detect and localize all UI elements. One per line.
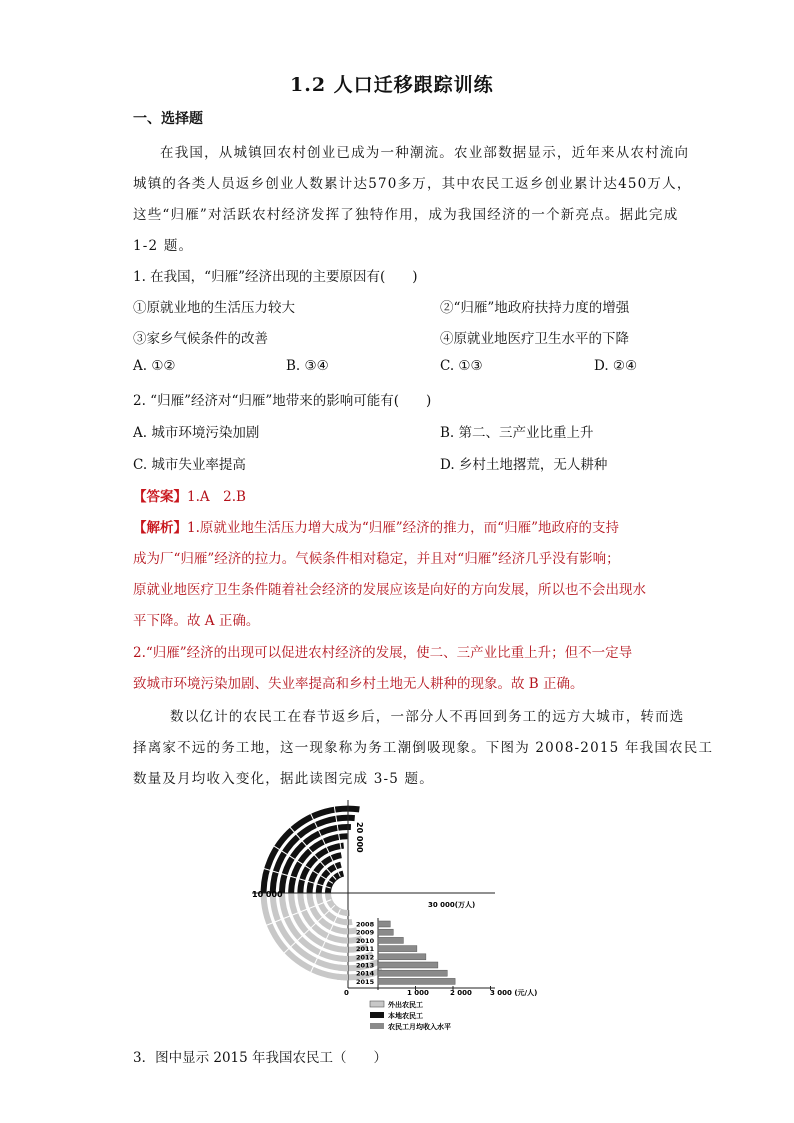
year-label: 2015 [356, 977, 375, 986]
year-label: 2009 [356, 928, 375, 937]
outgoing-worker-arc [328, 893, 350, 913]
year-label: 2008 [356, 920, 375, 929]
arc-separator [262, 868, 331, 888]
local-worker-arc [300, 846, 343, 893]
outgoing-worker-arc [273, 893, 378, 968]
option-c: C. 城市失业率提高 [133, 457, 246, 473]
local-worker-arc [273, 818, 355, 893]
answer-text: 1.A 2.B [187, 489, 246, 505]
axis-label-zero: 0 [344, 989, 349, 997]
year-label: 2011 [356, 945, 375, 954]
tick-label: 3 000 (元/人) [490, 989, 538, 997]
income-bar [378, 921, 390, 927]
year-label: 2012 [356, 953, 375, 962]
analysis-line: 原就业地医疗卫生条件随着社会经济的发展应该是向好的方向发展，所以也不会出现水 [133, 582, 646, 598]
passage-line: 1-2 题。 [133, 238, 194, 254]
outgoing-worker-arc-lower [337, 977, 348, 978]
local-worker-arc [264, 809, 360, 893]
option-c: C. ①③ [440, 358, 483, 374]
analysis-tag: 【解析】 [133, 520, 187, 536]
option-d: D. 乡村土地撂荒，无人耕种 [440, 457, 608, 473]
legend-swatch-outgoing [370, 1001, 384, 1007]
income-bar [378, 946, 417, 952]
income-bar [378, 954, 426, 960]
passage-line: 城镇的各类人员返乡创业人数累计达570多万，其中农民工返乡创业累计达450万人， [133, 176, 692, 192]
page-title: 1.2 人口迁移跟踪训练 [290, 74, 494, 96]
local-worker-arc [282, 827, 351, 893]
arc-separator [282, 905, 334, 954]
income-bar [378, 929, 393, 935]
question-stem: 2. “归雁”经济对“归雁”地带来的影响可能有( ) [133, 393, 432, 409]
option-a: A. 城市环境污染加剧 [133, 425, 260, 441]
choice-item: ③家乡气候条件的改善 [133, 331, 268, 347]
arc-separator [272, 845, 333, 884]
legend-swatch-local [370, 1012, 384, 1018]
axis-label-right: 30 000(万人) [428, 901, 476, 909]
legend-label: 本地农民工 [388, 1012, 423, 1020]
local-worker-arc [328, 874, 343, 893]
year-label: 2013 [356, 961, 375, 970]
arc-separator [310, 909, 341, 974]
analysis-line: 成为厂“归雁”经济的拉力。气候条件相对稳定，并且对“归雁”经济几乎没有影响； [133, 551, 620, 567]
passage-line: 择离家不远的务工地，这一现象称为务工潮倒吸现象。下图为 2008-2015 年我国农民工 [133, 740, 714, 756]
passage-line: 在我国，从城镇回农村创业已成为一种潮流。农业部数据显示，近年来从农村流向 [160, 145, 690, 161]
outgoing-worker-arc-lower [339, 968, 348, 969]
answer-tag: 【答案】 [133, 489, 187, 505]
arc-separator [288, 825, 336, 879]
legend-label: 外出农民工 [388, 1001, 423, 1009]
arc-separator [342, 911, 347, 983]
outgoing-worker-arc [300, 893, 362, 941]
question-3-stem: 3．图中显示 2015 年我国农民工（ ） [133, 1050, 388, 1066]
analysis-text: 1.原就业地生活压力增大成为“归雁”经济的推力，而“归雁”地政府的支持 [187, 520, 619, 536]
local-worker-arc [310, 855, 342, 893]
outgoing-worker-arc [264, 893, 383, 977]
year-label: 2014 [356, 969, 375, 978]
outgoing-worker-arc [291, 893, 368, 950]
outgoing-worker-arc-lower [340, 958, 348, 959]
income-bar [378, 970, 447, 976]
arc-separator [264, 900, 331, 927]
question-stem: 1. 在我国，“归雁”经济出现的主要原因有( ) [133, 269, 418, 285]
tick-label: 2 000 [450, 989, 472, 997]
choice-item: ①原就业地的生活压力较大 [133, 300, 295, 316]
outgoing-worker-arc [282, 893, 375, 962]
section-heading: 一、选择题 [133, 111, 203, 127]
answer-line [133, 485, 246, 505]
analysis-line: 2.“归雁”经济的出现可以促进农村经济的发展，使二、三产业比重上升；但不一定导 [133, 645, 633, 661]
local-worker-arc [291, 836, 347, 893]
option-d: D. ②④ [594, 358, 638, 374]
arc-separator [310, 812, 341, 877]
legend-swatch-income [370, 1023, 384, 1029]
analysis-line: 平下降。故 A 正确。 [133, 613, 260, 629]
axis-label-top: 20 000 [355, 822, 364, 853]
income-bar [378, 937, 403, 943]
option-b: B. 第二、三产业比重上升 [440, 425, 594, 441]
year-label: 2010 [356, 936, 375, 945]
arc-separator [334, 804, 345, 875]
outgoing-worker-arc [310, 893, 357, 931]
choice-item: ④原就业地医疗卫生水平的下降 [440, 331, 629, 347]
axis-label-left: 10 000 [252, 890, 283, 899]
income-bar [378, 978, 455, 984]
tick-label: 1 000 [407, 989, 429, 997]
local-worker-arc [319, 865, 341, 893]
option-b: B. ③④ [286, 358, 329, 374]
passage-line: 这些“归雁”对活跃农村经济发挥了独特作用，成为我国经济的一个新亮点。据此完成 [133, 207, 679, 223]
analysis-line: 致城市环境污染加剧、失业率提高和乡村土地无人耕种的现象。故 B 正确。 [133, 676, 584, 692]
choice-item: ②“归雁”地政府扶持力度的增强 [440, 300, 630, 316]
legend-label: 农民工月均收入水平 [388, 1023, 451, 1031]
outgoing-worker-arc [319, 893, 352, 922]
option-a: A. ①② [133, 358, 176, 374]
passage-line: 数量及月均收入变化，据此读图完成 3-5 题。 [133, 771, 434, 787]
income-bar [378, 962, 438, 968]
analysis-line [133, 516, 619, 536]
passage-line: 数以亿计的农民工在春节返乡后，一部分人不再回到务工的远方大城市，转而选 [170, 709, 685, 725]
